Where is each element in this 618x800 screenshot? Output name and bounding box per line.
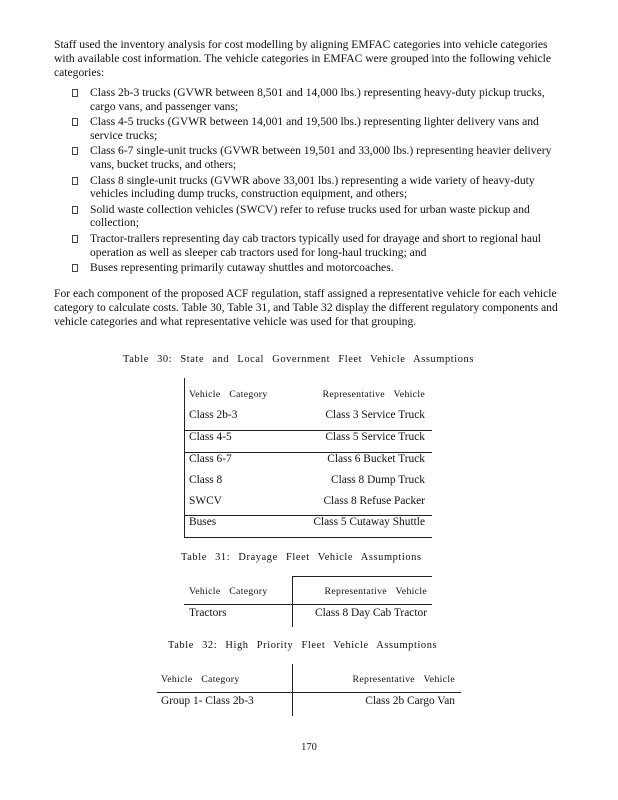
table31-caption: Table 31: Drayage Fleet Vehicle Assumptions <box>181 552 422 563</box>
vehicle-category-list <box>54 86 562 277</box>
vehicle-cell: Class 8 Refuse Packer <box>323 494 425 507</box>
table30-rule <box>184 537 432 538</box>
list-item: Class 2b-3 trucks (GVWR between 8,501 and 14,000 lbs.) representing heavy-duty pickup trucks, cargo vans, and passenger vans; <box>54 86 562 113</box>
vehicle-cell: Class 6 Bucket Truck <box>327 452 425 465</box>
table-row <box>185 490 429 511</box>
list-item: Class 8 single-unit trucks (GVWR above 33,001 lbs.) representing a wide variety of heavy-duty vehicles including dump trucks, construction equipment, and others; <box>54 174 562 201</box>
column-header-category: Vehicle Category <box>189 585 268 597</box>
category-cell: Class 2b-3 <box>189 409 238 421</box>
bullet-box-icon <box>72 235 78 243</box>
category-cell: SWCV <box>189 494 222 507</box>
table-row <box>185 426 429 448</box>
category-cell: Buses <box>189 516 217 528</box>
vehicle-cell: Class 5 Service Truck <box>325 431 425 443</box>
table32-caption: Table 32: High Priority Fleet Vehicle Assumptions <box>168 640 438 651</box>
representative-vehicle-paragraph: For each component of the proposed ACF regulation, staff assigned a representative vehicle for each vehicle category to calculate costs. Table 30, Table 31, and Table 32 display the different regulatory components and vehicle categories and what representative vehicle was used for that grouping. <box>54 287 558 328</box>
list-item: Buses representing primarily cutaway shuttles and motorcoaches. <box>54 261 562 275</box>
column-header-vehicle: Representative Vehicle <box>322 388 425 400</box>
bullet-box-icon <box>72 147 78 155</box>
column-header-category: Vehicle Category <box>189 388 268 400</box>
table-row <box>185 469 429 490</box>
category-cell: Class 8 <box>189 473 223 486</box>
table-row <box>185 511 429 533</box>
list-item: Solid waste collection vehicles (SWCV) refer to refuse trucks used for urban waste pickup and collection; <box>54 203 562 230</box>
vehicle-cell: Class 8 Day Cab Tractor <box>314 607 427 619</box>
table-header-row <box>185 580 431 602</box>
table30-caption: Table 30: State and Local Government Fleet Vehicle Assumptions <box>123 354 474 365</box>
vehicle-cell: Class 3 Service Truck <box>325 409 425 421</box>
table31 <box>185 580 431 624</box>
vehicle-cell: Class 2b Cargo Van <box>365 695 455 707</box>
table-row <box>185 448 429 469</box>
table-header-row <box>185 384 429 404</box>
column-header-vehicle: Representative Vehicle <box>352 673 455 685</box>
table-row <box>157 690 459 712</box>
category-cell: Tractors <box>189 607 227 619</box>
table-row <box>185 602 431 624</box>
bullet-box-icon <box>72 206 78 214</box>
table32 <box>157 668 459 712</box>
page-number: 170 <box>301 742 317 753</box>
table31-rule <box>292 576 432 577</box>
bullet-box-icon <box>72 264 78 272</box>
column-header-vehicle: Representative Vehicle <box>324 585 427 597</box>
table30 <box>185 384 429 533</box>
list-item: Class 4-5 trucks (GVWR between 14,001 and 19,500 lbs.) representing lighter delivery vans and service trucks; <box>54 115 562 142</box>
list-item: Class 6-7 single-unit trucks (GVWR between 19,501 and 33,000 lbs.) representing heavier delivery vans, bucket trucks, and others; <box>54 144 562 171</box>
category-cell: Class 4-5 <box>189 431 232 443</box>
bullet-box-icon <box>72 177 78 185</box>
category-cell: Group 1- Class 2b-3 <box>161 695 254 707</box>
table-row <box>185 404 429 426</box>
bullet-box-icon <box>72 89 78 97</box>
intro-paragraph: Staff used the inventory analysis for cost modelling by aligning EMFAC categories into vehicle categories with available cost information. The vehicle categories in EMFAC were grouped into the following vehicle categories: <box>54 38 551 79</box>
vehicle-cell: Class 5 Cutaway Shuttle <box>313 516 425 528</box>
bullet-box-icon <box>72 118 78 126</box>
table-header-row <box>157 668 459 690</box>
column-header-category: Vehicle Category <box>161 673 240 685</box>
category-cell: Class 6-7 <box>189 452 232 465</box>
list-item: Tractor-trailers representing day cab tractors typically used for drayage and short to regional haul operation as well as sleeper cab tractors used for long-haul trucking; and <box>54 232 562 259</box>
vehicle-cell: Class 8 Dump Truck <box>331 473 425 486</box>
